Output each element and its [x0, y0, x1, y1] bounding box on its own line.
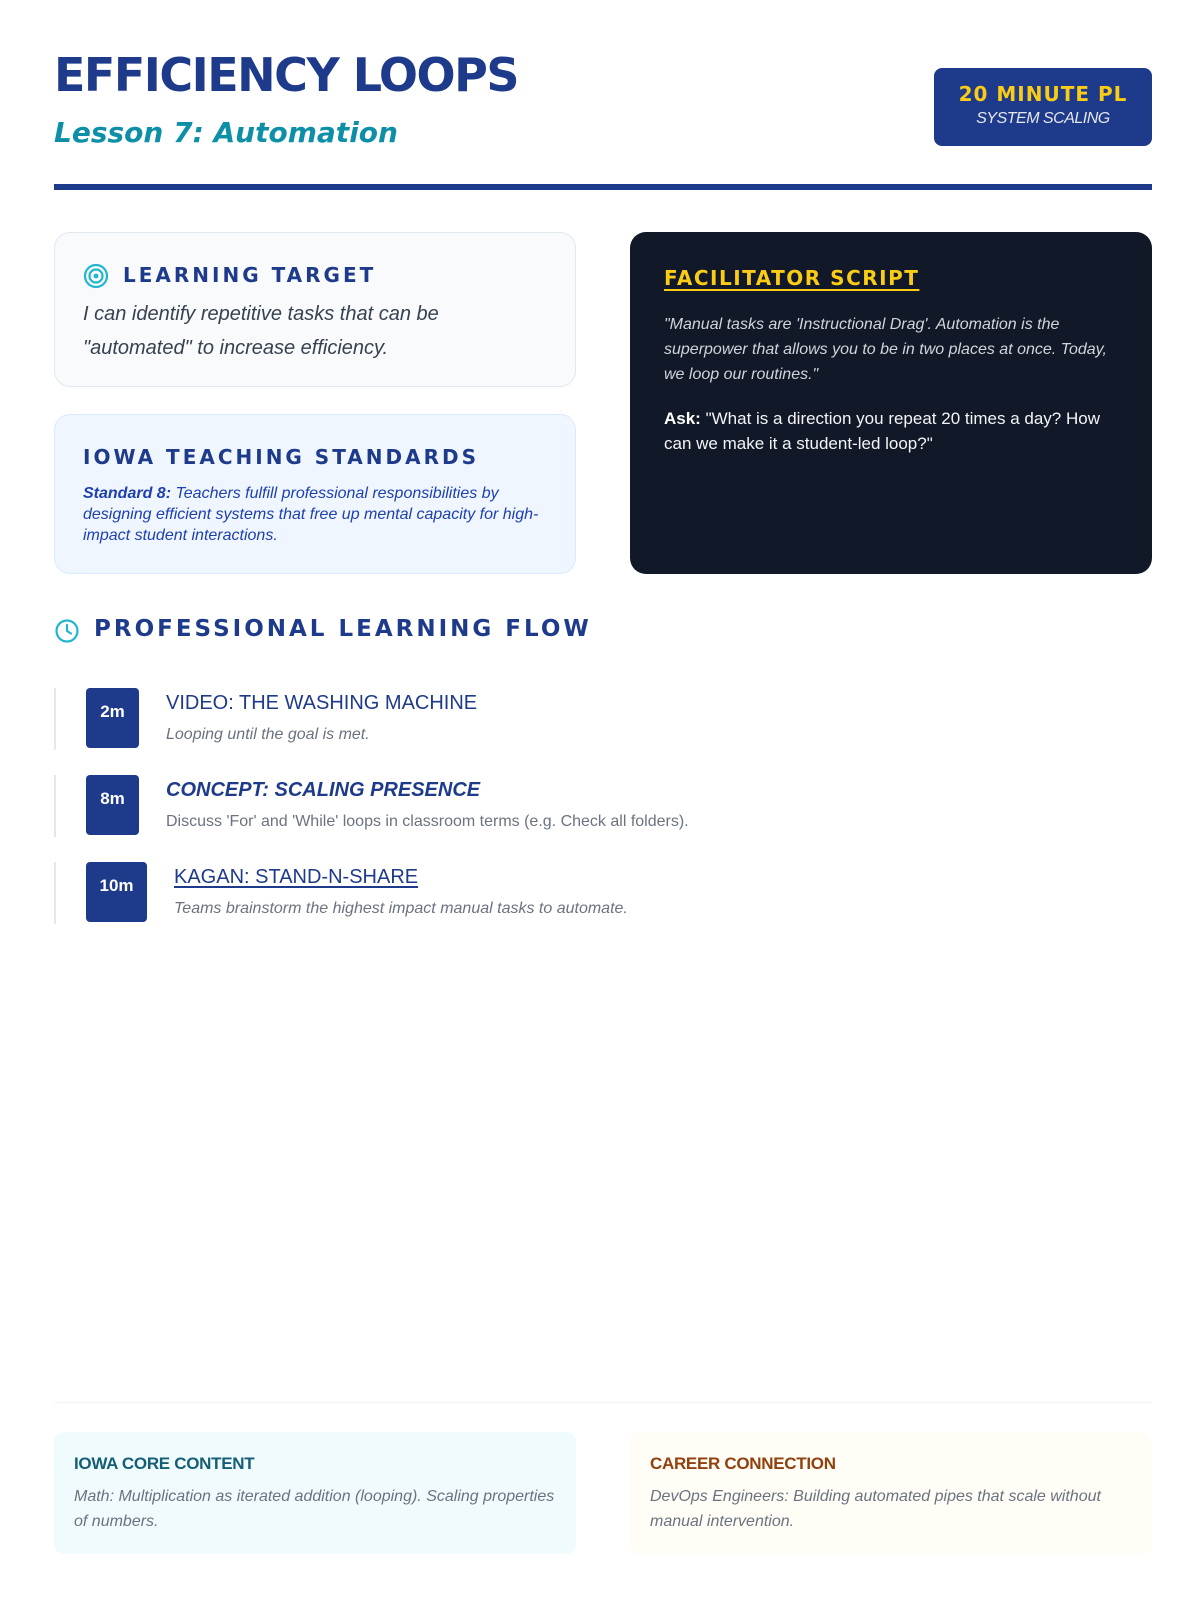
- step-title: VIDEO: THE WASHING MACHINE: [166, 692, 478, 714]
- facilitator-ask: [664, 406, 1129, 456]
- step-time-badge: 10m: [86, 862, 147, 922]
- page-title: EFFICIENCY LOOPS: [54, 48, 518, 102]
- footer-divider: [54, 1402, 1152, 1403]
- ask-label: Ask:: [664, 409, 701, 428]
- step-description: Teams brainstorm the highest impact manual tasks to automate.: [174, 900, 628, 917]
- lesson-subtitle: Lesson 7: Automation: [54, 116, 398, 149]
- career-connection-card: [630, 1432, 1152, 1554]
- badge-duration-label: 20 MINUTE PL: [958, 82, 1128, 106]
- facilitator-script-heading: FACILITATOR SCRIPT: [664, 266, 920, 290]
- step-title: KAGAN: STAND-N-SHARE: [174, 866, 419, 888]
- career-connection-heading: CAREER CONNECTION: [650, 1454, 836, 1473]
- learning-target-heading: LEARNING TARGET: [123, 263, 377, 287]
- standard-description: Teachers fulfill professional responsibilities by designing efficient systems that free up mental capacity for high-impact student interactions.: [83, 485, 539, 544]
- standards-card: [54, 414, 576, 574]
- flow-step: [54, 775, 1054, 837]
- core-content-card: [54, 1432, 576, 1554]
- learning-target-text: I can identify repetitive tasks that can be "automated" to increase efficiency.: [83, 303, 439, 359]
- flow-heading: PROFESSIONAL LEARNING FLOW: [94, 616, 592, 642]
- step-time-badge: 2m: [86, 688, 139, 748]
- flow-step: [54, 688, 1054, 750]
- header-divider: [54, 184, 1152, 190]
- standards-text: [83, 483, 558, 546]
- step-title: CONCEPT: SCALING PRESENCE: [166, 779, 481, 801]
- standards-heading: IOWA TEACHING STANDARDS: [83, 445, 480, 469]
- target-icon: [83, 263, 109, 289]
- learning-target-card: [54, 232, 576, 387]
- badge-category-label: SYSTEM SCALING: [976, 110, 1110, 127]
- career-connection-text: DevOps Engineers: Building automated pipes that scale without manual intervention.: [650, 1488, 1101, 1530]
- facilitator-script-card: [630, 232, 1152, 574]
- step-description: Looping until the goal is met.: [166, 726, 370, 743]
- standard-label: Standard 8:: [83, 485, 172, 502]
- duration-badge: [934, 68, 1152, 146]
- clock-icon: [54, 618, 80, 644]
- step-time-badge: 8m: [86, 775, 139, 835]
- step-description: Discuss 'For' and 'While' loops in classroom terms (e.g. Check all folders).: [166, 813, 689, 830]
- facilitator-quote: "Manual tasks are 'Instructional Drag'. Automation is the superpower that allows you to be in two places at once. Today, we loop our routines.": [664, 316, 1107, 383]
- core-content-text: Math: Multiplication as iterated addition (looping). Scaling properties of numbers.: [74, 1488, 555, 1530]
- core-content-heading: IOWA CORE CONTENT: [74, 1454, 255, 1473]
- flow-step: [54, 862, 1054, 924]
- page-header: [54, 48, 1152, 192]
- ask-question: "What is a direction you repeat 20 times a day? How can we make it a student-led loop?": [664, 409, 1100, 453]
